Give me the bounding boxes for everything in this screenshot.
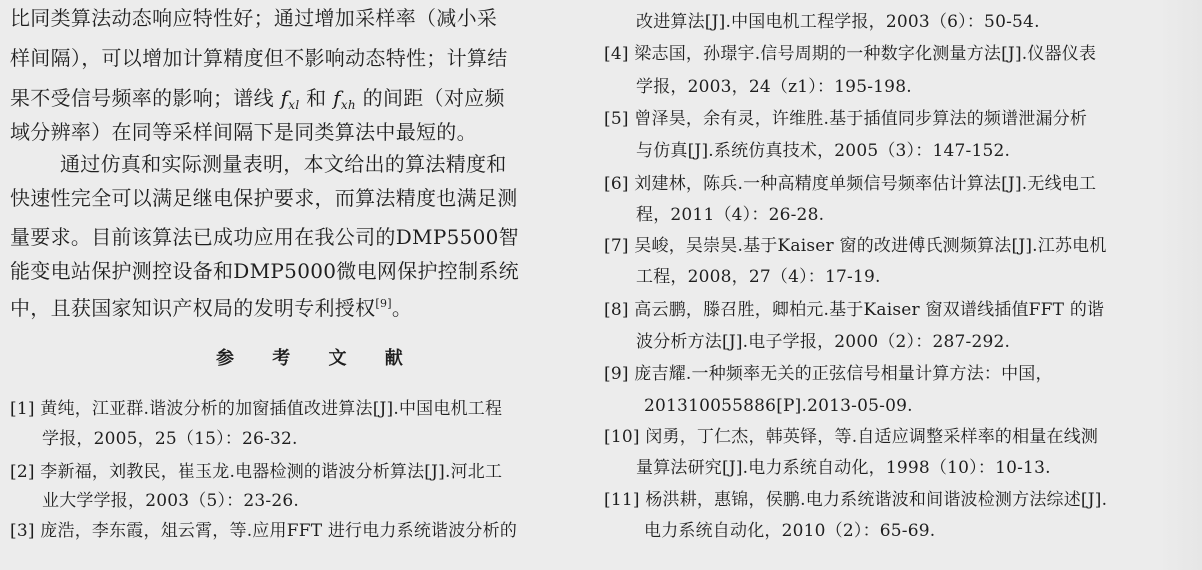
reference-5-number: [5] <box>604 109 629 129</box>
var-f: f <box>333 86 341 110</box>
citation-superscript: [9] <box>375 297 392 310</box>
reference-6-number: [6] <box>604 174 629 194</box>
reference-3-line-1 <box>10 519 517 543</box>
reference-1-number: [1] <box>10 399 35 419</box>
reference-5-line-2: 与仿真[J].系统仿真技术，2005（3）：147-152. <box>636 141 1011 161</box>
reference-5-text-1: 曾泽昊，余有灵，许维胜.基于插值同步算法的频谱泄漏分析 <box>634 109 1088 129</box>
references-heading: 参 考 文 献 <box>216 348 419 369</box>
reference-11-line-1 <box>604 488 1107 512</box>
reference-2-line-1 <box>10 460 502 484</box>
paragraph2-line-2: 快速性完全可以满足继电保护要求，而算法精度也满足测 <box>10 186 518 210</box>
variable-f-xl <box>281 86 300 110</box>
reference-9-line-2: 201310055886[P].2013-05-09. <box>644 396 913 416</box>
paragraph1-line-4: 域分辨率）在同等采样间隔下是同类算法中最短的。 <box>10 120 477 144</box>
paragraph2-line-4: 能变电站保护测控设备和DMP5000微电网保护控制系统 <box>10 259 519 283</box>
paragraph1-line-3-text-a: 果不受信号频率的影响；谱线 <box>10 86 274 110</box>
reference-1-text-1: 黄纯，江亚群.谐波分析的加窗插值改进算法[J].中国电机工程 <box>40 399 503 419</box>
reference-3-line-2: 改进算法[J].中国电机工程学报，2003（6）：50-54. <box>636 12 1040 32</box>
reference-8-text-1: 高云鹏，滕召胜，卿柏元.基于Kaiser 窗双谱线插值FFT 的谐 <box>634 300 1105 320</box>
paragraph2-line-5-text: 中，且获国家知识产权局的发明专利授权 <box>10 296 376 320</box>
reference-2-line-2: 业大学学报，2003（5）：23-26. <box>42 491 299 511</box>
reference-7-line-1 <box>604 234 1107 258</box>
reference-11-number: [11] <box>604 490 640 510</box>
paragraph1-line-3-text-c: 的间距（对应频 <box>362 86 505 110</box>
reference-9-line-1 <box>604 362 1053 386</box>
subscript-xh: xh <box>340 98 356 112</box>
reference-4-line-1 <box>604 42 1096 66</box>
reference-11-text-1: 杨洪耕，惠锦，侯鹏.电力系统谐波和间谐波检测方法综述[J]. <box>645 490 1108 510</box>
reference-11-line-2: 电力系统自动化，2010（2）：65-69. <box>644 521 936 541</box>
reference-6-line-2: 程，2011（4）：26-28. <box>636 205 825 225</box>
reference-10-line-1 <box>604 425 1098 449</box>
reference-10-line-2: 量算法研究[J].电力系统自动化，1998（10）：10-13. <box>636 458 1051 478</box>
variable-f-xh <box>333 86 356 110</box>
reference-6-text-1: 刘建林，陈兵.一种高精度单频信号频率估计算法[J].无线电工 <box>634 174 1097 194</box>
reference-7-line-2: 工程，2008，27（4）：17-19. <box>636 267 881 287</box>
var-f: f <box>280 86 289 110</box>
reference-8-line-2: 波分析方法[J].电子学报，2000（2）：287-292. <box>636 332 1011 352</box>
paragraph1-line-1: 比同类算法动态响应特性好；通过增加采样率（减小采 <box>10 6 498 30</box>
reference-4-number: [4] <box>604 44 629 64</box>
subscript-xl: xl <box>288 98 300 112</box>
paragraph2-line-1: 通过仿真和实际测量表明，本文给出的算法精度和 <box>60 152 507 176</box>
reference-10-number: [10] <box>604 427 640 447</box>
reference-8-line-1 <box>604 298 1104 322</box>
reference-9-text-1: 庞吉耀.一种频率无关的正弦信号相量计算方法：中国， <box>634 364 1053 384</box>
reference-1-line-1 <box>10 397 502 421</box>
paragraph2-line-5 <box>10 290 412 322</box>
reference-4-line-2: 学报，2003，24（z1）：195-198. <box>636 77 912 97</box>
reference-10-text-1: 闵勇，丁仁杰，韩英铎，等.自适应调整采样率的相量在线测 <box>645 427 1099 447</box>
reference-2-number: [2] <box>10 462 35 482</box>
reference-8-number: [8] <box>604 300 629 320</box>
paragraph1-line-3-text-b: 和 <box>306 86 327 110</box>
paragraph1-line-3 <box>10 84 505 119</box>
reference-4-text-1: 梁志国，孙璟宇.信号周期的一种数字化测量方法[J].仪器仪表 <box>634 44 1097 64</box>
reference-7-number: [7] <box>604 236 629 256</box>
reference-5-line-1 <box>604 107 1087 131</box>
page-edge-shadow <box>1158 0 1202 570</box>
reference-2-text-1: 李新福，刘教民，崔玉龙.电器检测的谐波分析算法[J].河北工 <box>40 462 503 482</box>
reference-3-number: [3] <box>10 521 35 541</box>
paragraph2-end: 。 <box>391 296 413 320</box>
reference-1-line-2: 学报，2005，25（15）：26-32. <box>42 429 298 449</box>
reference-7-text-1: 吴峻，吴崇昊.基于Kaiser 窗的改进傅氏测频算法[J].江苏电机 <box>634 236 1107 256</box>
paragraph2-line-3: 量要求。目前该算法已成功应用在我公司的DMP5500智 <box>10 225 519 249</box>
reference-6-line-1 <box>604 172 1096 196</box>
reference-9-number: [9] <box>604 364 629 384</box>
paragraph1-line-2: 样间隔），可以增加计算精度但不影响动态特性；计算结 <box>10 46 508 70</box>
reference-3-text-1: 庞浩，李东霞，俎云霄，等.应用FFT 进行电力系统谐波分析的 <box>40 521 518 541</box>
